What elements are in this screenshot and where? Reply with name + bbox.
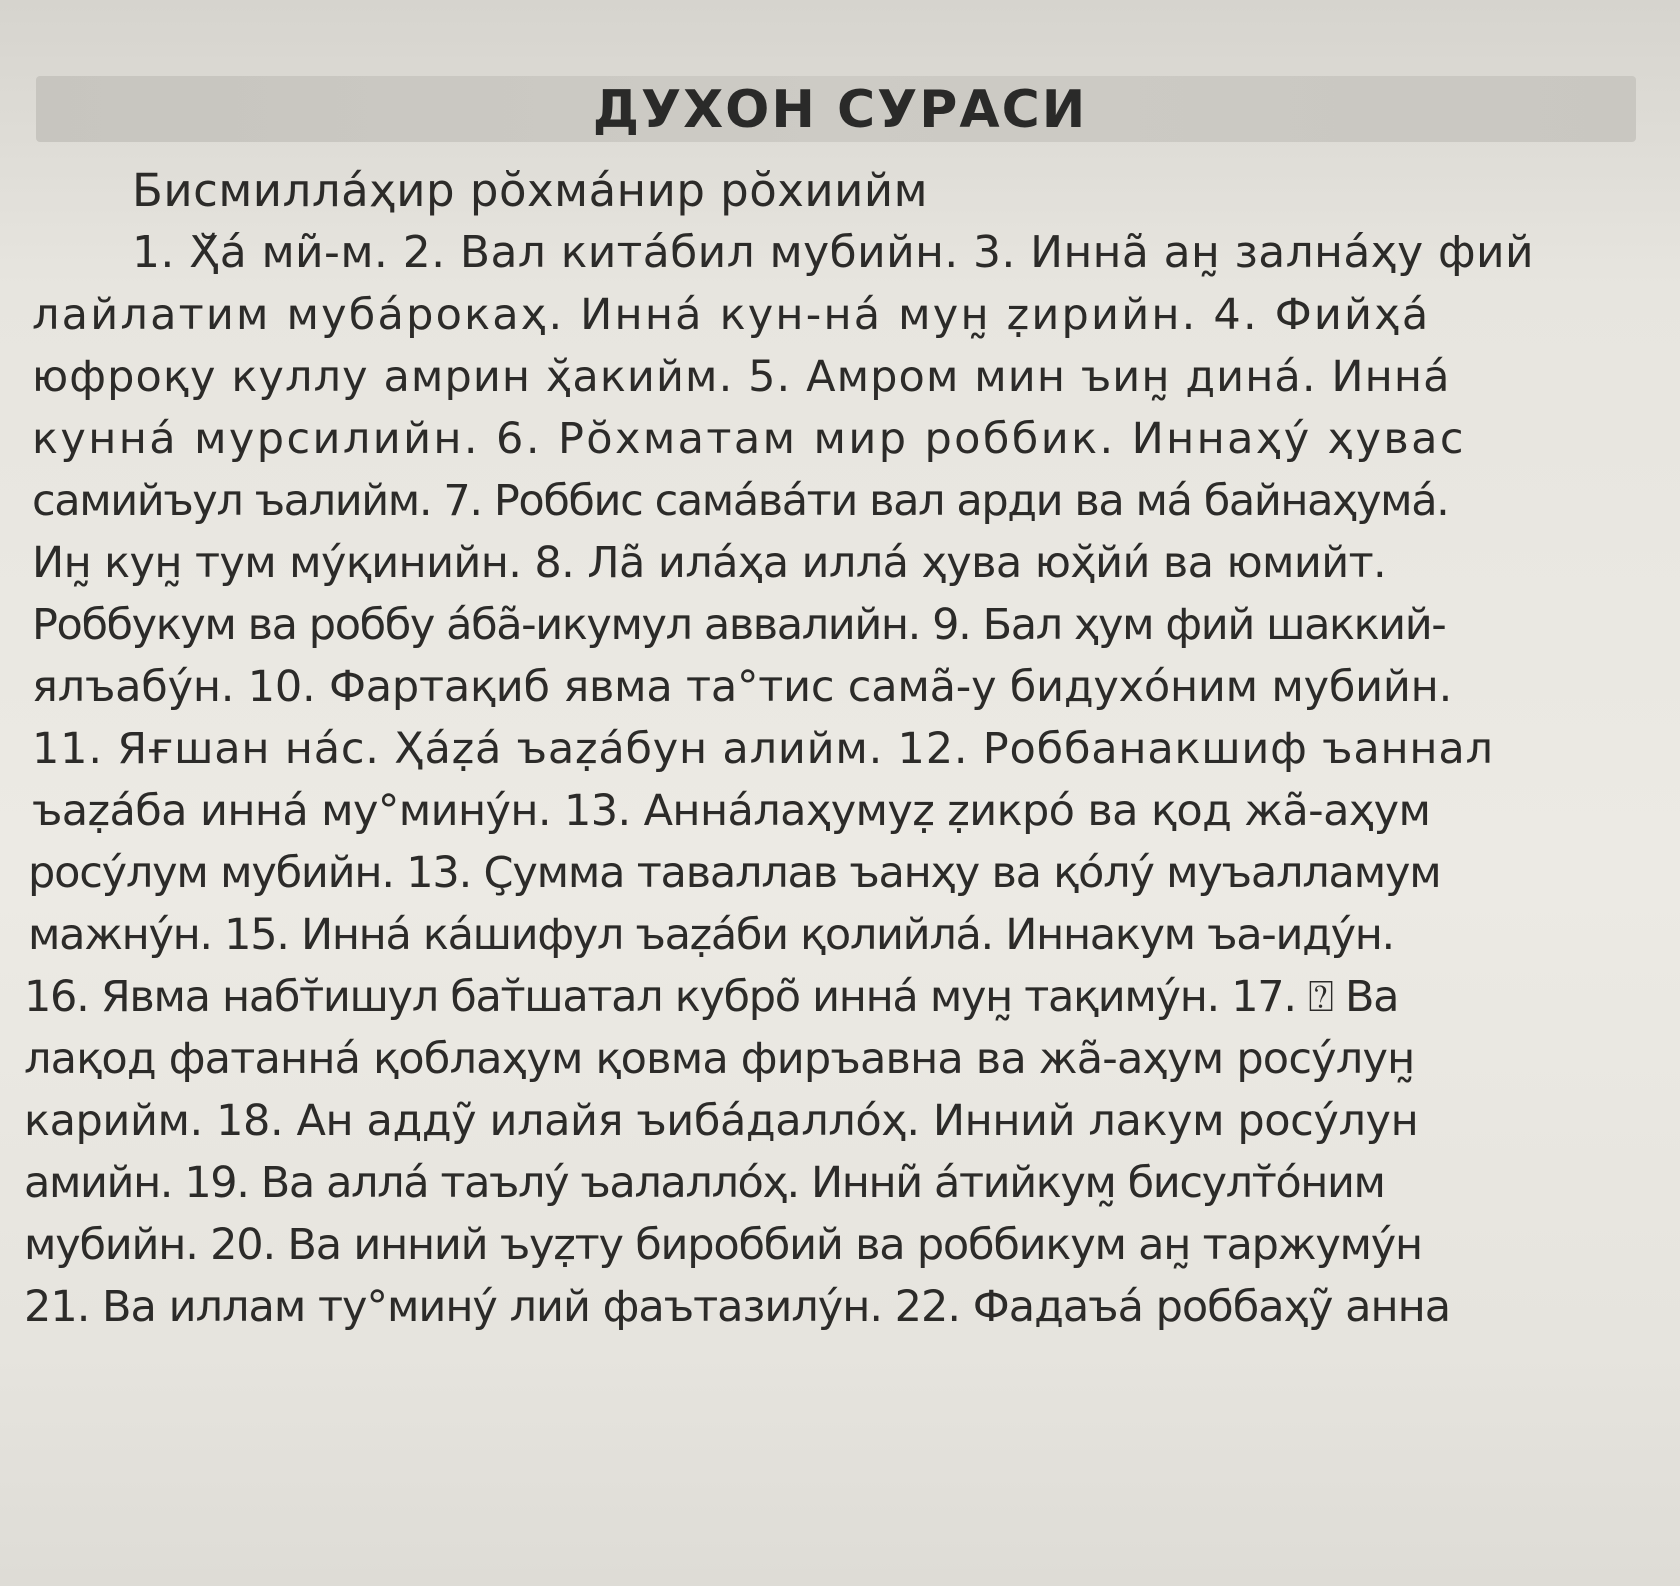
verse-line: росу́лум мубийн. 13. Ҫумма таваллав ъанҳу ва қо́лу́ муъалламум: [28, 848, 1441, 898]
verse-line: Ин̰ кун̰ тум му́қинийн. 8. Ла̃ ила́ҳа илла́ ҳува юҳ̆йи́ ва юмийт.: [32, 538, 1387, 588]
verse-line: Роббукум ва роббу а́ба̃-икумул аввалийн. 9. Бал ҳум фий шаккий-: [32, 600, 1446, 650]
verse-line: ъаẓа́ба инна́ му°мину́н. 13. Анна́лаҳумуẓ ẓикро́ ва қод жа̃-аҳум: [32, 786, 1431, 836]
verse-line: мубийн. 20. Ва инний ъуẓту бироббий ва роббикум ан̰ таржуму́н: [24, 1220, 1422, 1270]
page-title: ДУХОН СУРАСИ: [592, 80, 1088, 140]
verse-line: 11. Яғшан на́с. Ҳа́ẓа́ ъаẓа́бун алийм. 12. Роббанакшиф ъаннал: [32, 724, 1494, 774]
verse-line: 16. Явма набт̆ишул бат̆шатал кубро̃ инна́ мун̰ тақиму́н. 17. ⍰ Ва: [24, 972, 1399, 1022]
verse-line: юфроқу куллу амрин ҳ̆акийм. 5. Амром мин ъин̰ дина́. Инна́: [32, 352, 1451, 402]
verse-line: самийъул ъалийм. 7. Роббис сама́ва́ти вал арди ва ма́ байнаҳума́.: [32, 476, 1449, 526]
verse-line: лайлатим муба́рокаҳ. Инна́ кун-на́ мун̰ ẓирийн. 4. Фийҳа́: [32, 290, 1431, 340]
verse-line: кунна́ мурсилийн. 6. Ро̆хматам мир роббик. Иннаҳу́ ҳувас: [32, 414, 1466, 464]
verse-line: 21. Ва иллам ту°мину́ лий фаътазилу́н. 22. Фадаъа́ роббаҳу̃ анна: [24, 1282, 1451, 1332]
verse-line: амийн. 19. Ва алла́ таълу́ ъалалло́ҳ. Инни̃ а́тийкум̰ бисулт̆о́ним: [24, 1158, 1385, 1208]
verse-line: лақод фатанна́ қоблаҳум қовма фиръавна ва жа̃-аҳум росу́лун̰: [24, 1034, 1415, 1084]
verse-line: мажну́н. 15. Инна́ ка́шифул ъаẓа́би қолийла́. Иннакум ъа-иду́н.: [28, 910, 1394, 960]
basmala-line: Бисмилла́ҳир ро̆хма́нир ро̆хиийм: [132, 164, 929, 217]
verse-line: карийм. 18. Ан адду̃ илайя ъиба́далло́ҳ. Инний лакум росу́лун: [24, 1096, 1419, 1146]
verse-line: 1. Ҳ̆а́ ми̃-м. 2. Вал кита́бил мубийн. 3. Инна̃ ан̰ зална́ҳу фий: [132, 227, 1534, 278]
verse-line: ялъабу́н. 10. Фартақиб явма та°тис сама̃-у бидухо́ним мубийн.: [32, 662, 1453, 712]
